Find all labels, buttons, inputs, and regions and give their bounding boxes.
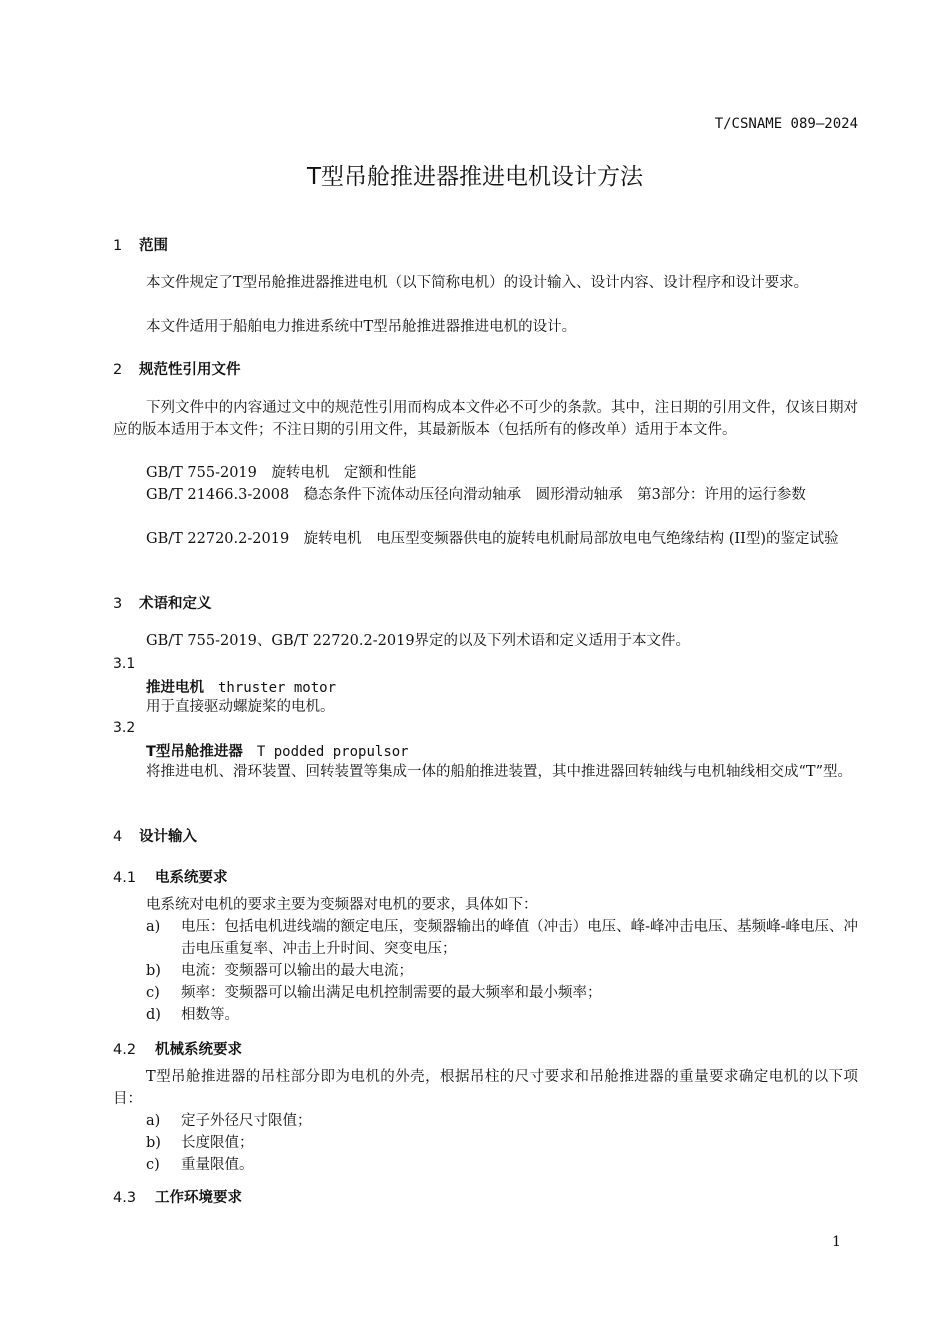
term-entry: T型吊舱推进器 T podded propulsor: [146, 744, 409, 760]
list-item: c) 重量限值。: [146, 1157, 254, 1173]
term-definition: 将推进电机、滑环装置、回转装置等集成一体的船舶推进装置，其中推进器回转轴线与电机轴线相交成“T”型。: [146, 764, 852, 780]
term-number: 3.1: [113, 656, 136, 672]
reference-item: GB/T 22720.2-2019 旋转电机 电压型变频器供电的旋转电机耐局部放电电气绝缘结构 (II型)的鉴定试验: [146, 531, 839, 547]
list-item: b) 电流：变频器可以输出的最大电流；: [146, 963, 413, 979]
list-item: c) 频率：变频器可以输出满足电机控制需要的最大频率和最小频率；: [146, 985, 602, 1001]
document-title: T型吊舱推进器推进电机设计方法: [306, 164, 644, 190]
list-item: a) 定子外径尺寸限值；: [146, 1113, 312, 1129]
term-definition: 用于直接驱动螺旋桨的电机。: [146, 699, 335, 715]
subsection-heading-4-1: 4.1 电系统要求: [113, 870, 228, 886]
paragraph: 本文件适用于船舶电力推进系统中T型吊舱推进器推进电机的设计。: [146, 319, 577, 335]
section-heading-2: 2 规范性引用文件: [113, 362, 241, 378]
paragraph: GB/T 755-2019、GB/T 22720.2-2019界定的以及下列术语和定义适用于本文件。: [146, 633, 691, 649]
section-heading-3: 3 术语和定义: [113, 596, 212, 612]
page-number: 1: [832, 1234, 841, 1250]
paragraph: T型吊舱推进器的吊柱部分即为电机的外壳，根据吊柱的尺寸要求和吊舱推进器的重量要求确定电机的以下项目：: [113, 1069, 858, 1107]
section-heading-1: 1 范围: [113, 238, 168, 254]
reference-item: GB/T 21466.3-2008 稳态条件下流体动压径向滑动轴承 圆形滑动轴承 第3部分：许用的运行参数: [146, 487, 806, 503]
standard-number: T/CSNAME 089—2024: [714, 116, 858, 132]
subsection-heading-4-2: 4.2 机械系统要求: [113, 1042, 242, 1058]
term-entry: 推进电机 thruster motor: [146, 680, 337, 696]
term-number: 3.2: [113, 720, 136, 736]
paragraph: 电系统对电机的要求主要为变频器对电机的要求，具体如下：: [146, 897, 538, 913]
reference-item: GB/T 755-2019 旋转电机 定额和性能: [146, 465, 417, 481]
list-item: d) 相数等。: [146, 1007, 239, 1023]
list-item: a) 电压：包括电机进线端的额定电压，变频器输出的峰值（冲击）电压、峰-峰冲击电压、基频峰-峰电压、冲击电压重复率、冲击上升时间、突变电压；: [146, 919, 858, 957]
list-item: b) 长度限值；: [146, 1135, 254, 1151]
subsection-heading-4-3: 4.3 工作环境要求: [113, 1190, 242, 1206]
section-heading-4: 4 设计输入: [113, 829, 197, 845]
paragraph: 下列文件中的内容通过文中的规范性引用而构成本文件必不可少的条款。其中，注日期的引用文件，仅该日期对应的版本适用于本文件；不注日期的引用文件，其最新版本（包括所有的修改单）适用于本文件。: [113, 400, 858, 438]
paragraph: 本文件规定了T型吊舱推进器推进电机（以下简称电机）的设计输入、设计内容、设计程序和设计要求。: [146, 275, 809, 291]
